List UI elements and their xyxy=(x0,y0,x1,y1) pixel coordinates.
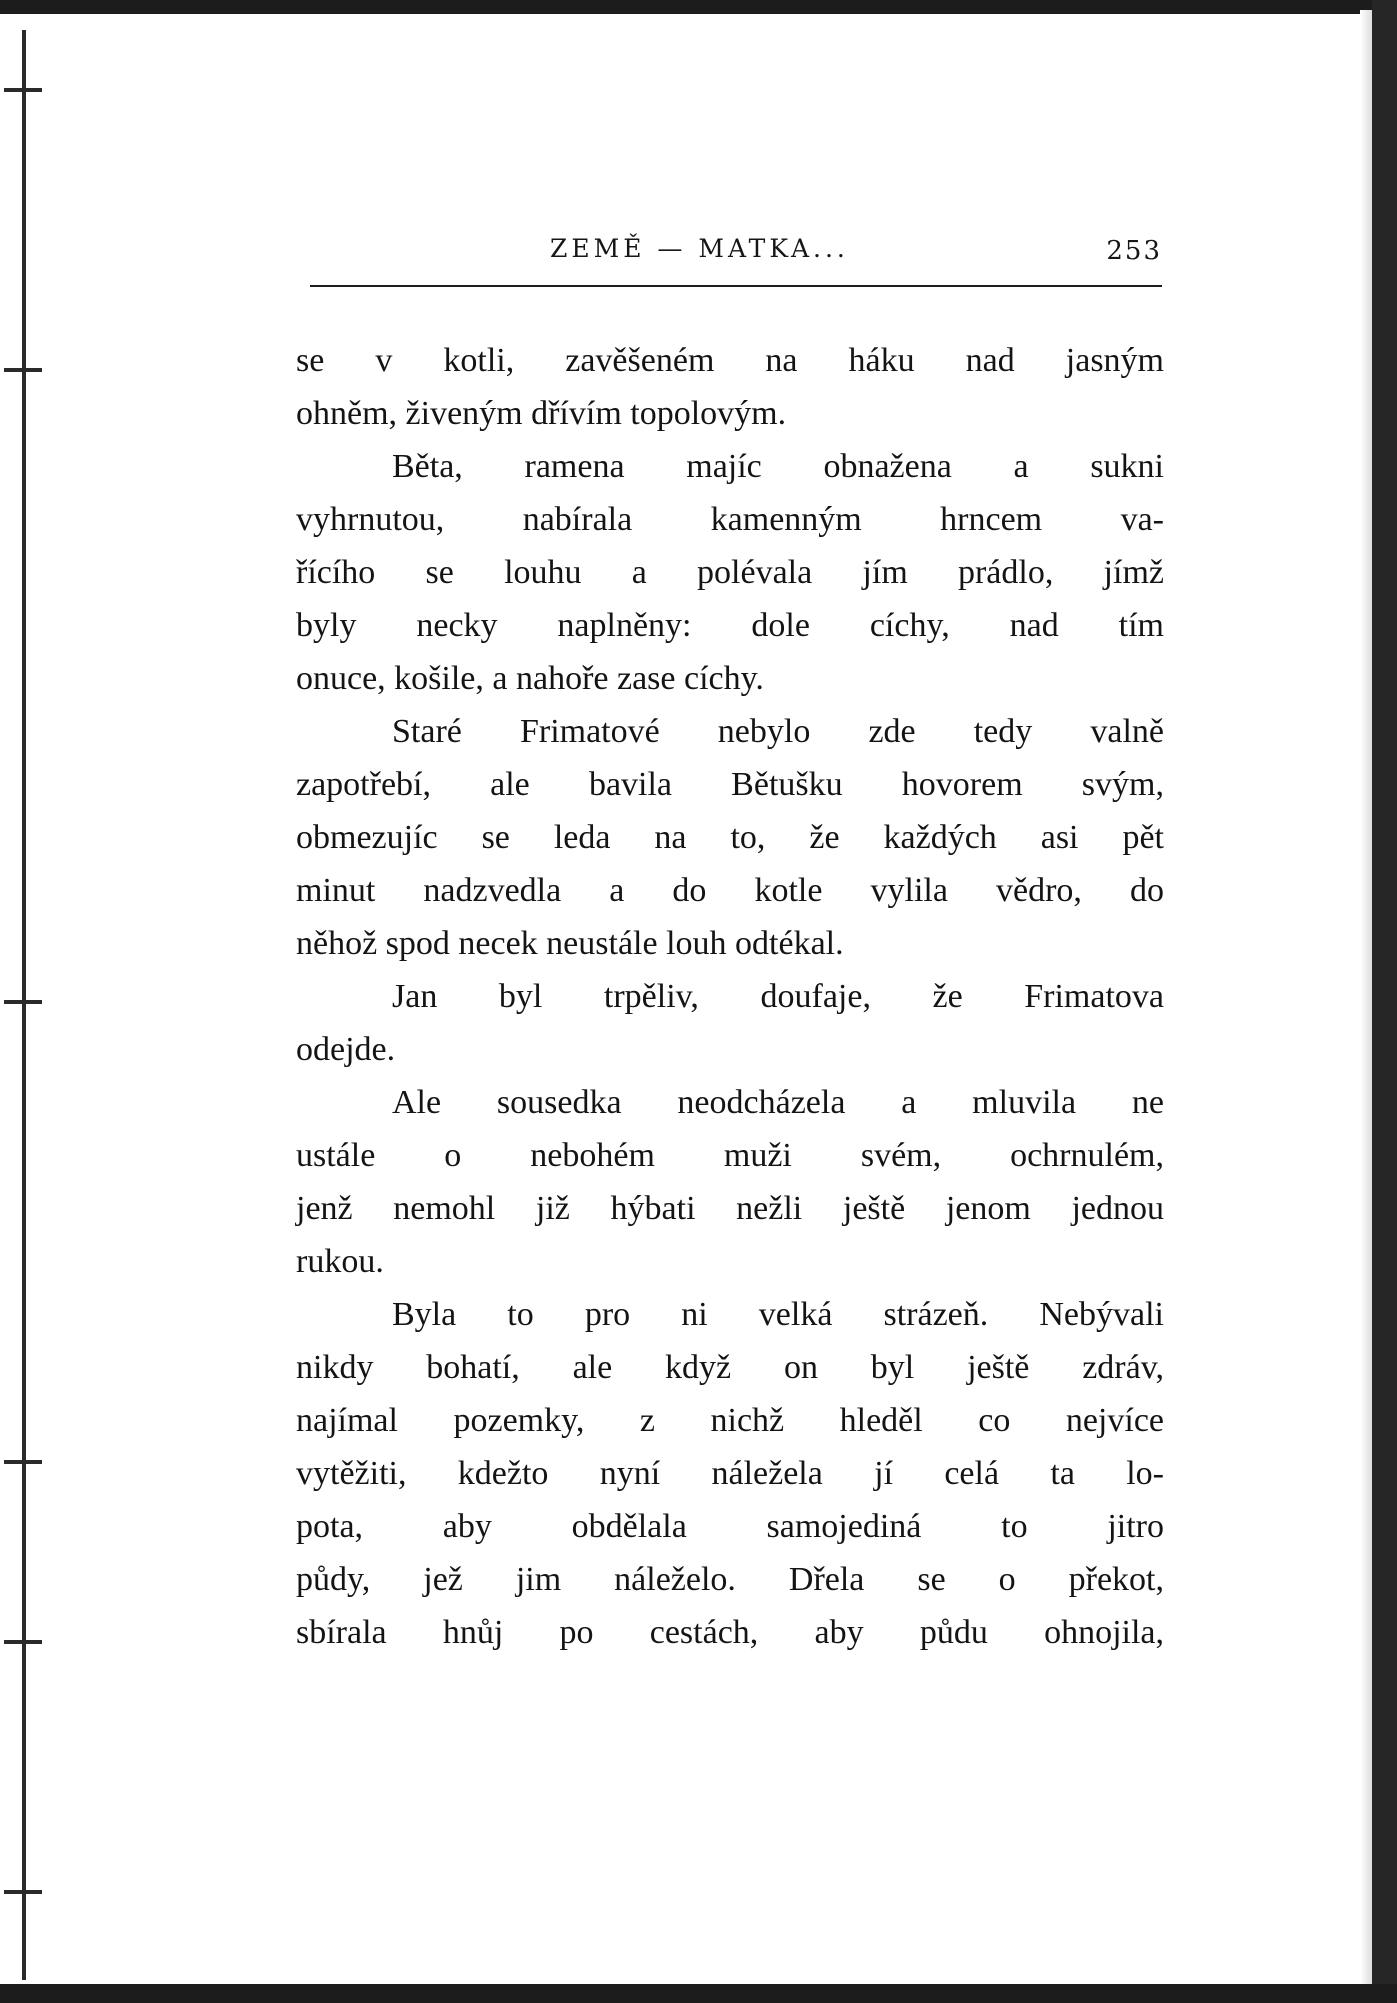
text-line: něhož spod necek neustále louh odtékal. xyxy=(296,925,844,962)
scan-border-bottom xyxy=(0,1984,1397,2003)
header-rule xyxy=(310,285,1162,287)
text-line: Běta, ramena majíc obnažena a sukni xyxy=(392,448,1164,485)
binding-gutter-line xyxy=(22,30,26,1980)
text-line: se v kotli, zavěšeném na háku nad jasným xyxy=(296,342,1164,379)
binding-mark xyxy=(4,88,42,92)
running-title: ZEMĚ — MATKA... xyxy=(550,234,849,263)
text-line: zapotřebí, ale bavila Bětušku hovorem svým, xyxy=(296,766,1164,803)
text-line: ohněm, živeným dřívím topolovým. xyxy=(296,395,787,432)
text-line: řícího se louhu a polévala jím prádlo, jímž xyxy=(296,554,1164,591)
binding-mark xyxy=(4,1460,42,1464)
text-line: najímal pozemky, z nichž hleděl co nejvíce xyxy=(296,1402,1164,1439)
binding-mark xyxy=(4,1640,42,1644)
text-line: půdy, jež jim náleželo. Dřela se o překot, xyxy=(296,1561,1164,1598)
text-line: obmezujíc se leda na to, že každých asi pět xyxy=(296,819,1164,856)
text-line: Ale sousedka neodcházela a mluvila ne xyxy=(392,1084,1164,1121)
binding-mark xyxy=(4,1000,42,1004)
binding-mark xyxy=(4,1890,42,1894)
text-line: minut nadzvedla a do kotle vylila vědro, do xyxy=(296,872,1164,909)
text-line: byly necky naplněny: dole cíchy, nad tím xyxy=(296,607,1164,644)
text-line: vyhrnutou, nabírala kamenným hrncem va- xyxy=(296,501,1164,538)
scan-border-top xyxy=(0,0,1397,14)
text-line: Byla to pro ni velká strázeň. Nebývali xyxy=(392,1296,1164,1333)
text-line: odejde. xyxy=(296,1031,396,1068)
text-line: sbírala hnůj po cestách, aby půdu ohnojila, xyxy=(296,1614,1164,1651)
text-line: nikdy bohatí, ale když on byl ještě zdráv, xyxy=(296,1349,1164,1386)
page-number: 253 xyxy=(1106,236,1162,266)
text-line: rukou. xyxy=(296,1243,384,1280)
text-line: jenž nemohl již hýbati nežli ještě jenom jednou xyxy=(296,1190,1164,1227)
text-line: Staré Frimatové nebylo zde tedy valně xyxy=(392,713,1164,750)
text-line: pota, aby obdělala samojediná to jitro xyxy=(296,1508,1164,1545)
text-line: Jan byl trpěliv, doufaje, že Frimatova xyxy=(392,978,1164,1015)
scan-border-right xyxy=(1372,0,1397,2003)
text-line: ustále o nebohém muži svém, ochrnulém, xyxy=(296,1137,1164,1174)
binding-mark xyxy=(4,368,42,372)
page-header xyxy=(310,234,1162,274)
text-line: vytěžiti, kdežto nyní náležela jí celá ta lo- xyxy=(296,1455,1164,1492)
text-line: onuce, košile, a nahoře zase cíchy. xyxy=(296,660,764,697)
body-text xyxy=(296,334,1164,1659)
